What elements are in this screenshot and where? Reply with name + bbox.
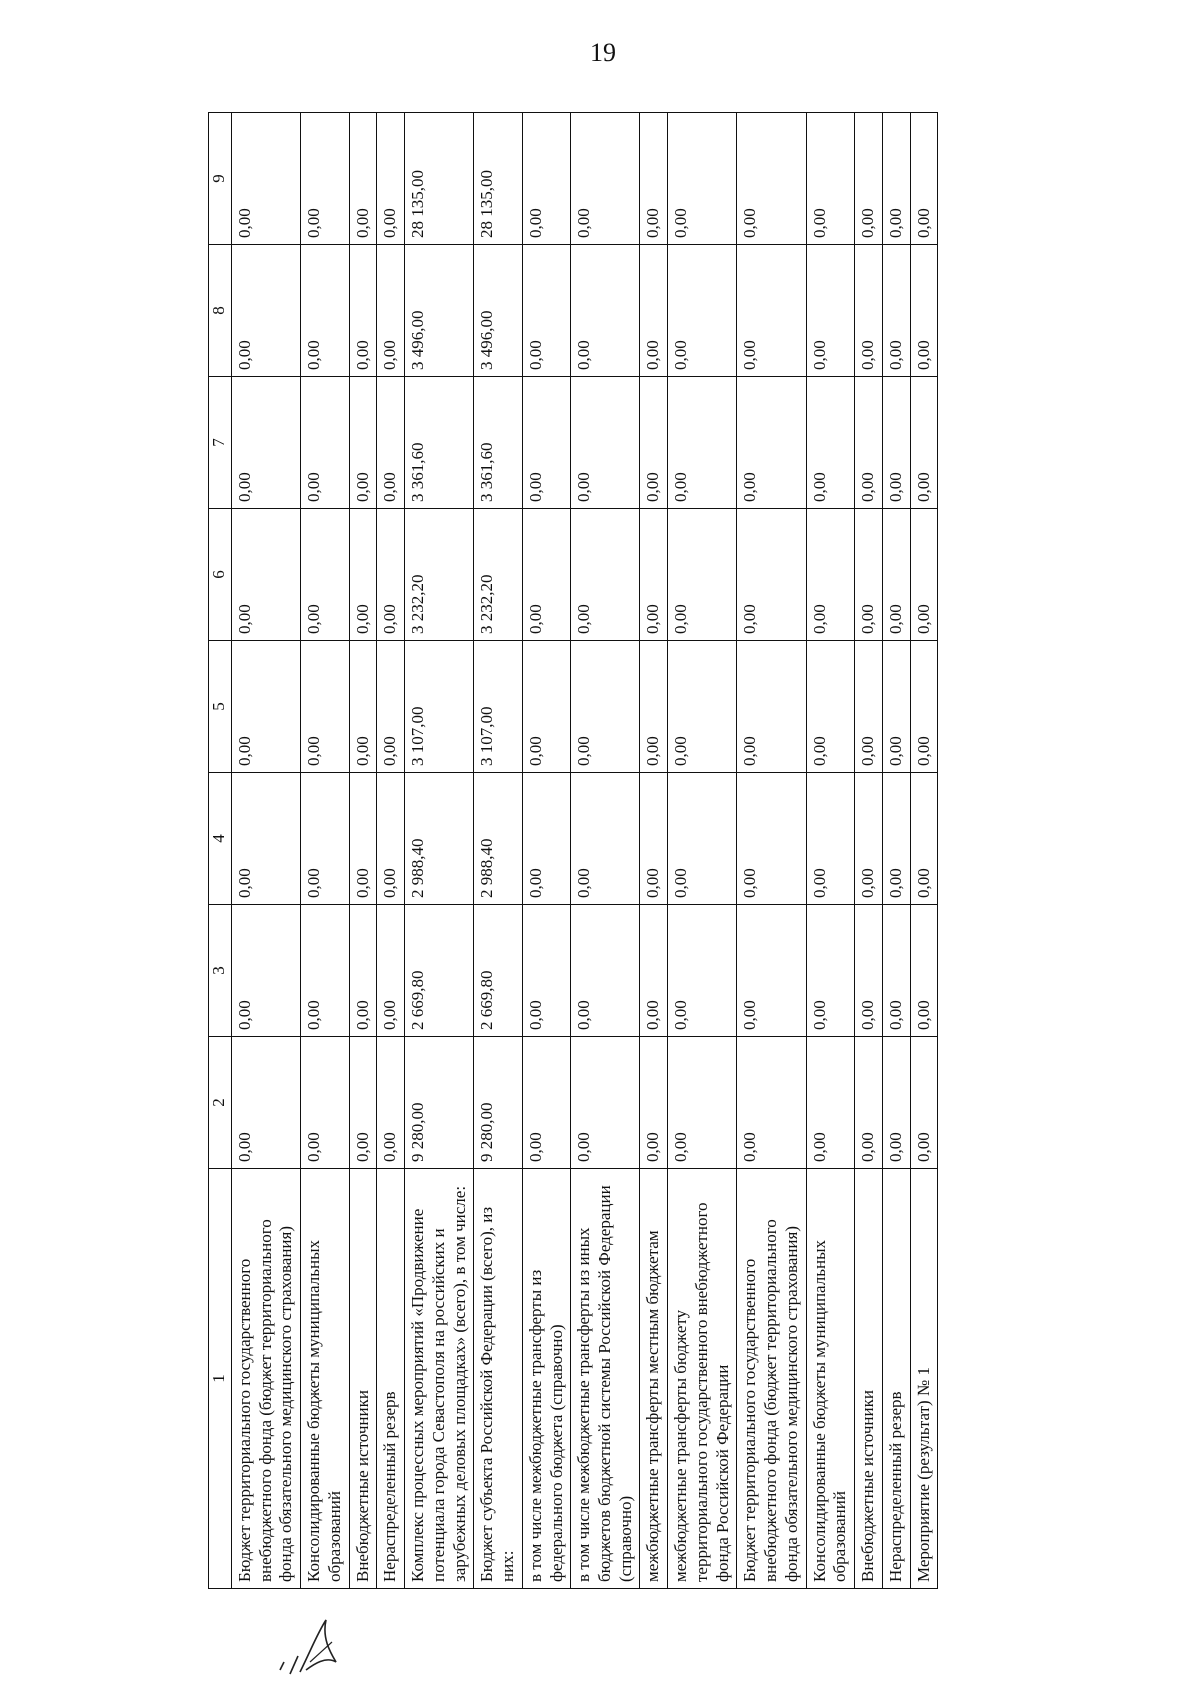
column-header-6: 6 — [209, 509, 232, 641]
table-cell: 0,00 — [301, 377, 349, 509]
table-cell: 0,00 — [910, 905, 938, 1037]
table-row — [882, 113, 910, 1589]
table-cell: 0,00 — [806, 1037, 854, 1169]
table-cell: 0,00 — [232, 509, 301, 641]
column-header-3: 3 — [209, 905, 232, 1037]
table-cell: 0,00 — [737, 509, 806, 641]
row-label: Консолидированные бюджеты муниципальных образований — [806, 1169, 854, 1589]
table-cell: 0,00 — [232, 905, 301, 1037]
table-cell: 0,00 — [571, 773, 640, 905]
row-label: Нераспределенный резерв — [882, 1169, 910, 1589]
table-cell: 0,00 — [301, 641, 349, 773]
table-cell: 0,00 — [882, 1037, 910, 1169]
table-row — [640, 113, 668, 1589]
row-label: Мероприятие (результат) № 1 — [910, 1169, 938, 1589]
table-row — [232, 113, 301, 1589]
table-cell: 0,00 — [301, 509, 349, 641]
table-cell: 0,00 — [855, 905, 883, 1037]
table-cell: 0,00 — [737, 377, 806, 509]
row-label: Внебюджетные источники — [855, 1169, 883, 1589]
row-label: Нераспределенный резерв — [377, 1169, 405, 1589]
table-cell: 0,00 — [522, 773, 570, 905]
table-cell: 9 280,00 — [474, 1037, 522, 1169]
table-cell: 2 988,40 — [405, 773, 474, 905]
table-cell: 0,00 — [806, 113, 854, 245]
table-cell: 0,00 — [882, 377, 910, 509]
column-header-5: 5 — [209, 641, 232, 773]
page-number: 19 — [590, 38, 616, 67]
table-cell: 0,00 — [232, 113, 301, 245]
column-header-7: 7 — [209, 377, 232, 509]
table-cell: 0,00 — [349, 113, 377, 245]
table-cell: 0,00 — [882, 245, 910, 377]
table-cell: 0,00 — [232, 245, 301, 377]
table-cell: 0,00 — [377, 641, 405, 773]
table-cell: 0,00 — [571, 1037, 640, 1169]
table-cell: 0,00 — [377, 773, 405, 905]
table-cell: 0,00 — [910, 509, 938, 641]
table-body — [209, 113, 938, 1589]
table-cell: 0,00 — [737, 113, 806, 245]
table-cell: 0,00 — [522, 1037, 570, 1169]
table-cell: 9 280,00 — [405, 1037, 474, 1169]
table-cell: 0,00 — [301, 1037, 349, 1169]
table-cell: 0,00 — [668, 1037, 737, 1169]
table-cell: 0,00 — [301, 773, 349, 905]
table-cell: 0,00 — [668, 641, 737, 773]
table-cell: 0,00 — [910, 641, 938, 773]
row-label: межбюджетные трансферты бюджету территориального государственного внебюджетного фонда Российской Федерации — [668, 1169, 737, 1589]
table-row — [522, 113, 570, 1589]
table-cell: 0,00 — [668, 509, 737, 641]
table-cell: 0,00 — [349, 377, 377, 509]
table-cell: 2 669,80 — [474, 905, 522, 1037]
table-cell: 2 988,40 — [474, 773, 522, 905]
signature-mark — [270, 1612, 360, 1682]
table-cell: 0,00 — [349, 773, 377, 905]
row-label: межбюджетные трансферты местным бюджетам — [640, 1169, 668, 1589]
table-row — [806, 113, 854, 1589]
table-cell: 28 135,00 — [405, 113, 474, 245]
row-label: Бюджет территориального государственного внебюджетного фонда (бюджет территориального фонда обязательного медицинского страхования) — [232, 1169, 301, 1589]
table-cell: 0,00 — [349, 905, 377, 1037]
table-cell: 0,00 — [522, 245, 570, 377]
table-cell: 0,00 — [910, 377, 938, 509]
table-cell: 0,00 — [668, 773, 737, 905]
table-cell: 0,00 — [737, 905, 806, 1037]
table-cell: 0,00 — [806, 641, 854, 773]
row-label: Бюджет территориального государственного внебюджетного фонда (бюджет территориального фонда обязательного медицинского страхования) — [737, 1169, 806, 1589]
table-cell: 3 496,00 — [405, 245, 474, 377]
row-label: в том числе межбюджетные трансферты из иных бюджетов бюджетной системы Российской Федерации (справочно) — [571, 1169, 640, 1589]
table-cell: 0,00 — [737, 773, 806, 905]
table-row — [405, 113, 474, 1589]
table-cell: 0,00 — [301, 245, 349, 377]
table-cell: 0,00 — [301, 905, 349, 1037]
table-row — [855, 113, 883, 1589]
table-row — [349, 113, 377, 1589]
table-cell: 0,00 — [855, 1037, 883, 1169]
table-row — [301, 113, 349, 1589]
table-cell: 0,00 — [232, 641, 301, 773]
table-cell: 0,00 — [301, 113, 349, 245]
table-row — [668, 113, 737, 1589]
table-cell: 3 361,60 — [405, 377, 474, 509]
table-cell: 0,00 — [910, 113, 938, 245]
table-cell: 3 107,00 — [405, 641, 474, 773]
table-cell: 0,00 — [640, 1037, 668, 1169]
table-cell: 0,00 — [855, 377, 883, 509]
table-cell: 0,00 — [855, 509, 883, 641]
table-cell: 0,00 — [882, 113, 910, 245]
table-cell: 0,00 — [349, 1037, 377, 1169]
table-cell: 0,00 — [806, 905, 854, 1037]
table-cell: 2 669,80 — [405, 905, 474, 1037]
table-cell: 0,00 — [571, 641, 640, 773]
table-cell: 0,00 — [640, 641, 668, 773]
table-cell: 0,00 — [522, 377, 570, 509]
table-cell: 0,00 — [668, 905, 737, 1037]
row-label: Бюджет субъекта Российской Федерации (всего), из них: — [474, 1169, 522, 1589]
table-cell: 0,00 — [640, 509, 668, 641]
rotated-table-container — [208, 113, 938, 1589]
column-header-1: 1 — [209, 1169, 232, 1589]
column-header-2: 2 — [209, 1037, 232, 1169]
table-cell: 0,00 — [910, 245, 938, 377]
table-cell: 0,00 — [232, 773, 301, 905]
table-cell: 0,00 — [571, 113, 640, 245]
table-cell: 0,00 — [882, 641, 910, 773]
table-cell: 3 107,00 — [474, 641, 522, 773]
table-row — [571, 113, 640, 1589]
table-cell: 0,00 — [640, 113, 668, 245]
table-cell: 0,00 — [737, 1037, 806, 1169]
table-cell: 0,00 — [668, 377, 737, 509]
table-cell: 0,00 — [377, 1037, 405, 1169]
table-cell: 0,00 — [377, 245, 405, 377]
table-cell: 0,00 — [806, 773, 854, 905]
row-label: Консолидированные бюджеты муниципальных образований — [301, 1169, 349, 1589]
table-cell: 0,00 — [522, 509, 570, 641]
table-cell: 0,00 — [640, 905, 668, 1037]
table-cell: 0,00 — [910, 773, 938, 905]
table-cell: 0,00 — [232, 1037, 301, 1169]
row-label: в том числе межбюджетные трансферты из федерального бюджета (справочно) — [522, 1169, 570, 1589]
table-cell: 3 232,20 — [405, 509, 474, 641]
table-cell: 0,00 — [855, 641, 883, 773]
table-cell: 0,00 — [377, 113, 405, 245]
table-cell: 0,00 — [806, 245, 854, 377]
table-cell: 3 496,00 — [474, 245, 522, 377]
column-header-8: 8 — [209, 245, 232, 377]
table-row — [377, 113, 405, 1589]
table-cell: 0,00 — [571, 245, 640, 377]
table-cell: 0,00 — [640, 245, 668, 377]
table-cell: 0,00 — [855, 113, 883, 245]
table-cell: 0,00 — [737, 641, 806, 773]
header-row — [209, 113, 232, 1589]
table-cell: 3 361,60 — [474, 377, 522, 509]
table-cell: 0,00 — [522, 113, 570, 245]
table-cell: 0,00 — [668, 245, 737, 377]
table-cell: 0,00 — [377, 905, 405, 1037]
table-cell: 0,00 — [882, 509, 910, 641]
column-header-9: 9 — [209, 113, 232, 245]
table-cell: 0,00 — [349, 245, 377, 377]
table-cell: 0,00 — [855, 245, 883, 377]
table-cell: 0,00 — [737, 245, 806, 377]
table-cell: 0,00 — [882, 905, 910, 1037]
table-cell: 0,00 — [377, 509, 405, 641]
table-cell: 0,00 — [668, 113, 737, 245]
table-row — [474, 113, 522, 1589]
table-cell: 0,00 — [232, 377, 301, 509]
table-cell: 0,00 — [522, 641, 570, 773]
table-cell: 28 135,00 — [474, 113, 522, 245]
table-cell: 0,00 — [377, 377, 405, 509]
table-cell: 0,00 — [349, 641, 377, 773]
column-header-4: 4 — [209, 773, 232, 905]
table-cell: 0,00 — [806, 509, 854, 641]
table-cell: 0,00 — [882, 773, 910, 905]
table-cell: 0,00 — [806, 377, 854, 509]
table-cell: 3 232,20 — [474, 509, 522, 641]
table-cell: 0,00 — [640, 773, 668, 905]
table-cell: 0,00 — [571, 377, 640, 509]
table-cell: 0,00 — [571, 905, 640, 1037]
row-label: Внебюджетные источники — [349, 1169, 377, 1589]
table-cell: 0,00 — [640, 377, 668, 509]
table-row — [910, 113, 938, 1589]
table-cell: 0,00 — [855, 773, 883, 905]
table-cell: 0,00 — [522, 905, 570, 1037]
row-label: Комплекс процессных мероприятий «Продвижение потенциала города Севастополя на российских и зарубежных деловых площадках» (всего), в том числе: — [405, 1169, 474, 1589]
table-cell: 0,00 — [349, 509, 377, 641]
table-cell: 0,00 — [910, 1037, 938, 1169]
budget-table — [208, 112, 938, 1589]
table-cell: 0,00 — [571, 509, 640, 641]
table-row — [737, 113, 806, 1589]
